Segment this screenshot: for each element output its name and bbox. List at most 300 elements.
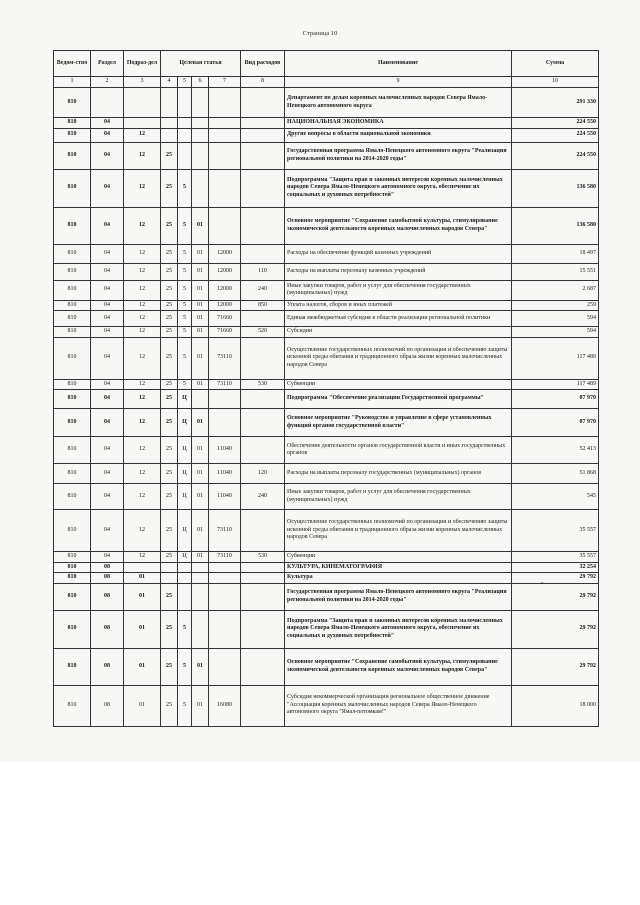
name-cell: Обеспечение деятельности органов государственной власти и иных государственных органов [285, 437, 512, 464]
name-cell: Культура [285, 573, 512, 584]
col-header-razdel: Раздел [91, 51, 124, 77]
code-cell: 5 [178, 610, 192, 648]
code-cell [241, 88, 285, 118]
code-cell [178, 88, 192, 118]
code-cell: 04 [91, 437, 124, 464]
code-cell: 01 [192, 464, 209, 484]
name-cell: Субвенции [285, 552, 512, 563]
code-cell: 25 [161, 300, 178, 311]
code-cell: 12000 [209, 263, 241, 280]
table-row [54, 573, 599, 584]
sum-cell: 224 550 [512, 142, 599, 169]
code-cell: 12 [124, 464, 161, 484]
code-cell: 25 [161, 207, 178, 244]
code-cell: 12 [124, 337, 161, 379]
name-cell: Основное мероприятие "Сохранение самобытной культуры, стимулирование экономической деятельности коренных малочисленных народов Севера" [285, 207, 512, 244]
code-cell [192, 583, 209, 610]
code-cell [241, 337, 285, 379]
code-cell: Ц [178, 464, 192, 484]
code-cell: 01 [192, 337, 209, 379]
code-cell [241, 207, 285, 244]
code-cell: 810 [54, 552, 91, 563]
code-cell [241, 244, 285, 263]
sum-cell: 52 413 [512, 437, 599, 464]
code-cell: 12 [124, 263, 161, 280]
code-cell: 12 [124, 510, 161, 552]
code-cell: 810 [54, 142, 91, 169]
code-cell: 01 [124, 610, 161, 648]
col-header-vedomstvo: Ведом-ство [54, 51, 91, 77]
code-cell [192, 128, 209, 142]
table-row [54, 437, 599, 464]
code-cell [192, 88, 209, 118]
code-cell: 810 [54, 118, 91, 129]
code-cell: 25 [161, 379, 178, 390]
code-cell: 01 [192, 484, 209, 510]
code-cell: 04 [91, 118, 124, 129]
code-cell [178, 142, 192, 169]
table-body [54, 88, 599, 727]
code-cell: 25 [161, 142, 178, 169]
code-cell: 25 [161, 648, 178, 685]
code-cell: 12 [124, 409, 161, 437]
table-row [54, 583, 599, 610]
code-cell: 25 [161, 263, 178, 280]
code-cell: 01 [192, 207, 209, 244]
code-cell: 08 [91, 685, 124, 726]
code-cell: 12 [124, 169, 161, 207]
code-cell: 01 [192, 311, 209, 327]
code-cell: 01 [124, 685, 161, 726]
code-cell: 12 [124, 552, 161, 563]
code-cell [161, 128, 178, 142]
sum-cell: 224 550 [512, 118, 599, 129]
code-cell: 11040 [209, 464, 241, 484]
code-cell: 08 [91, 562, 124, 573]
code-cell: 25 [161, 327, 178, 338]
code-cell: 12 [124, 390, 161, 409]
code-cell [178, 118, 192, 129]
table-row [54, 280, 599, 300]
code-cell: 08 [91, 648, 124, 685]
code-cell: 04 [91, 207, 124, 244]
code-cell: 04 [91, 552, 124, 563]
name-cell: Основное мероприятие "Сохранение самобытной культуры, стимулирование экономической деятельности коренных малочисленных народов Севера" [285, 648, 512, 685]
name-cell: Расходы на выплаты персоналу государственных (муниципальных) органов [285, 464, 512, 484]
code-cell: 5 [178, 327, 192, 338]
table-row [54, 118, 599, 129]
name-cell: Расходы на выплаты персоналу казенных учреждений [285, 263, 512, 280]
code-cell: 110 [241, 263, 285, 280]
pen-mark: • [541, 581, 544, 587]
code-cell: 12000 [209, 300, 241, 311]
code-cell [192, 142, 209, 169]
name-cell: Иные закупки товаров, работ и услуг для обеспечения государственных (муниципальных) нужд [285, 484, 512, 510]
column-number: 6 [192, 77, 209, 88]
col-header-celevaya: Целевая статья [161, 51, 241, 77]
col-header-vid: Вид расходов [241, 51, 285, 77]
table-row [54, 510, 599, 552]
code-cell: 73110 [209, 552, 241, 563]
code-cell [241, 573, 285, 584]
name-cell: Осуществление государственных полномочий по организации и обеспечению защиты исконной среды обитания и традиционного образа жизни коренных малочисленных народов Севера [285, 337, 512, 379]
name-cell: Подпрограмма "Защита прав и законных интересов коренных малочисленных народов Севера Ямало-Ненецкого автономного округа, обеспечение их социальных и духовных потребностей" [285, 169, 512, 207]
code-cell [161, 118, 178, 129]
code-cell: 25 [161, 552, 178, 563]
code-cell: Ц [178, 390, 192, 409]
name-cell: Подпрограмма "Обеспечение реализации Государственной программы" [285, 390, 512, 409]
code-cell: 04 [91, 390, 124, 409]
code-cell: 01 [192, 685, 209, 726]
code-cell: 25 [161, 311, 178, 327]
sum-cell: 35 557 [512, 510, 599, 552]
code-cell: 04 [91, 280, 124, 300]
name-cell: КУЛЬТУРА, КИНЕМАТОГРАФИЯ [285, 562, 512, 573]
code-cell: 810 [54, 583, 91, 610]
code-cell [209, 562, 241, 573]
col-header-name: Наименование [285, 51, 512, 77]
sum-cell: 545 [512, 484, 599, 510]
code-cell [209, 573, 241, 584]
code-cell: Ц [178, 552, 192, 563]
sum-cell: 87 970 [512, 390, 599, 409]
code-cell [178, 128, 192, 142]
column-number: 4 [161, 77, 178, 88]
sum-cell: 32 254 [512, 562, 599, 573]
code-cell [178, 573, 192, 584]
code-cell [241, 128, 285, 142]
code-cell: 12000 [209, 244, 241, 263]
code-cell: 04 [91, 263, 124, 280]
table-row [54, 263, 599, 280]
code-cell: 12 [124, 128, 161, 142]
column-number: 1 [54, 77, 91, 88]
code-cell: 520 [241, 327, 285, 338]
code-cell: Ц [178, 510, 192, 552]
page-header: Страница 10 [302, 30, 338, 37]
table-row [54, 337, 599, 379]
code-cell: 25 [161, 280, 178, 300]
code-cell: 810 [54, 510, 91, 552]
code-cell [192, 118, 209, 129]
code-cell: 240 [241, 280, 285, 300]
code-cell: 71660 [209, 311, 241, 327]
table-row [54, 648, 599, 685]
code-cell: 810 [54, 562, 91, 573]
code-cell [241, 118, 285, 129]
table-row [54, 300, 599, 311]
table-row [54, 552, 599, 563]
sum-cell: 18 497 [512, 244, 599, 263]
code-cell: 04 [91, 169, 124, 207]
code-cell: 810 [54, 128, 91, 142]
code-cell: 810 [54, 263, 91, 280]
code-cell: 810 [54, 409, 91, 437]
sum-cell: 29 792 [512, 648, 599, 685]
code-cell: 01 [192, 327, 209, 338]
code-cell: 01 [192, 300, 209, 311]
column-number: 7 [209, 77, 241, 88]
code-cell: 04 [91, 379, 124, 390]
code-cell: 01 [192, 648, 209, 685]
table-row [54, 610, 599, 648]
code-cell: 810 [54, 337, 91, 379]
col-header-podrazdel: Подраз-дел [124, 51, 161, 77]
name-cell: Расходы на обеспечение функций казенных учреждений [285, 244, 512, 263]
code-cell: 810 [54, 327, 91, 338]
code-cell: 25 [161, 169, 178, 207]
code-cell: 01 [192, 263, 209, 280]
code-cell: 04 [91, 142, 124, 169]
code-cell [178, 562, 192, 573]
code-cell [241, 142, 285, 169]
sum-cell: 2 687 [512, 280, 599, 300]
code-cell: 25 [161, 610, 178, 648]
code-cell: 01 [124, 583, 161, 610]
sum-cell: 136 580 [512, 207, 599, 244]
code-cell: 530 [241, 379, 285, 390]
table-row [54, 390, 599, 409]
code-cell: 530 [241, 552, 285, 563]
table-row [54, 311, 599, 327]
code-cell [124, 88, 161, 118]
code-cell [241, 437, 285, 464]
code-cell: 08 [91, 573, 124, 584]
sum-cell: 117 489 [512, 337, 599, 379]
name-cell: Государственная программа Ямало-Ненецкого автономного округа "Реализация региональной политики на 2014-2020 годы" [285, 583, 512, 610]
column-number: 8 [241, 77, 285, 88]
code-cell: 01 [192, 379, 209, 390]
code-cell: 12 [124, 484, 161, 510]
code-cell: 73110 [209, 510, 241, 552]
code-cell: 5 [178, 207, 192, 244]
table-row [54, 409, 599, 437]
code-cell: 25 [161, 583, 178, 610]
code-cell: 01 [192, 244, 209, 263]
code-cell [241, 169, 285, 207]
sum-cell: 15 551 [512, 263, 599, 280]
code-cell: 810 [54, 648, 91, 685]
code-cell: 12 [124, 300, 161, 311]
column-number: 5 [178, 77, 192, 88]
code-cell: Ц [178, 409, 192, 437]
table-row [54, 142, 599, 169]
table-row [54, 685, 599, 726]
code-cell [91, 88, 124, 118]
code-cell [161, 573, 178, 584]
code-cell [241, 685, 285, 726]
column-numbers-row [54, 77, 599, 88]
code-cell [209, 409, 241, 437]
column-number: 10 [512, 77, 599, 88]
code-cell: 810 [54, 484, 91, 510]
name-cell: Уплата налогов, сборов и иных платежей [285, 300, 512, 311]
code-cell [209, 390, 241, 409]
name-cell: Другие вопросы в области национальной экономики [285, 128, 512, 142]
code-cell [124, 562, 161, 573]
code-cell: 04 [91, 337, 124, 379]
code-cell: 08 [91, 610, 124, 648]
code-cell: 810 [54, 300, 91, 311]
code-cell: 08 [91, 583, 124, 610]
code-cell [209, 169, 241, 207]
code-cell [241, 409, 285, 437]
code-cell: 5 [178, 311, 192, 327]
code-cell: 01 [124, 573, 161, 584]
code-cell: 810 [54, 169, 91, 207]
code-cell [209, 128, 241, 142]
code-cell: 04 [91, 311, 124, 327]
code-cell: 5 [178, 169, 192, 207]
code-cell: 25 [161, 685, 178, 726]
table-row [54, 169, 599, 207]
name-cell: Подпрограмма "Защита прав и законных интересов коренных малочисленных народов Севера Ямало-Ненецкого автономного округа, обеспечение их социальных и духовных потребностей" [285, 610, 512, 648]
column-number: 2 [91, 77, 124, 88]
code-cell: 73110 [209, 379, 241, 390]
code-cell: 5 [178, 244, 192, 263]
code-cell: 810 [54, 311, 91, 327]
code-cell: 25 [161, 510, 178, 552]
sum-cell: 291 330 [512, 88, 599, 118]
name-cell: НАЦИОНАЛЬНАЯ ЭКОНОМИКА [285, 118, 512, 129]
sum-cell: 224 550 [512, 128, 599, 142]
sum-cell: 594 [512, 311, 599, 327]
sum-cell: 51 868 [512, 464, 599, 484]
code-cell: 5 [178, 379, 192, 390]
code-cell: 25 [161, 244, 178, 263]
table-row [54, 207, 599, 244]
sum-cell: 29 792 [512, 573, 599, 584]
budget-table [53, 50, 599, 727]
code-cell: 04 [91, 484, 124, 510]
code-cell: 5 [178, 280, 192, 300]
code-cell: 04 [91, 510, 124, 552]
sum-cell: 594 [512, 327, 599, 338]
code-cell: 810 [54, 280, 91, 300]
code-cell [241, 583, 285, 610]
code-cell [241, 390, 285, 409]
code-cell: 71660 [209, 327, 241, 338]
code-cell: 25 [161, 464, 178, 484]
code-cell [241, 562, 285, 573]
code-cell: 810 [54, 244, 91, 263]
code-cell: 5 [178, 648, 192, 685]
code-cell: 25 [161, 484, 178, 510]
code-cell [209, 142, 241, 169]
code-cell: Ц [178, 484, 192, 510]
code-cell: 12 [124, 327, 161, 338]
code-cell [161, 562, 178, 573]
code-cell: 12 [124, 244, 161, 263]
code-cell: 11040 [209, 437, 241, 464]
code-cell: 810 [54, 573, 91, 584]
code-cell: 01 [192, 552, 209, 563]
code-cell [124, 118, 161, 129]
code-cell: Ц [178, 437, 192, 464]
code-cell: 25 [161, 437, 178, 464]
code-cell [178, 583, 192, 610]
name-cell: Иные закупки товаров, работ и услуг для обеспечения государственных (муниципальных) нужд [285, 280, 512, 300]
code-cell [241, 610, 285, 648]
name-cell: Единая межбюджетная субсидия в области реализации региональной политики [285, 311, 512, 327]
code-cell: 810 [54, 88, 91, 118]
sum-cell: 136 580 [512, 169, 599, 207]
code-cell: 810 [54, 390, 91, 409]
name-cell: Субсидии [285, 327, 512, 338]
code-cell: 12 [124, 311, 161, 327]
code-cell: 04 [91, 128, 124, 142]
code-cell: 810 [54, 610, 91, 648]
code-cell: 12000 [209, 280, 241, 300]
code-cell: 850 [241, 300, 285, 311]
code-cell: 01 [192, 437, 209, 464]
code-cell: 240 [241, 484, 285, 510]
code-cell: 04 [91, 409, 124, 437]
code-cell: 04 [91, 464, 124, 484]
code-cell: 01 [192, 280, 209, 300]
sum-cell: 259 [512, 300, 599, 311]
code-cell: 12 [124, 280, 161, 300]
code-cell: 120 [241, 464, 285, 484]
code-cell: 810 [54, 685, 91, 726]
code-cell [209, 648, 241, 685]
table-row [54, 244, 599, 263]
code-cell: 12 [124, 437, 161, 464]
code-cell: 810 [54, 379, 91, 390]
code-cell: 25 [161, 390, 178, 409]
code-cell: 25 [161, 409, 178, 437]
code-cell [192, 573, 209, 584]
code-cell: 5 [178, 263, 192, 280]
table-row [54, 128, 599, 142]
sum-cell: 87 970 [512, 409, 599, 437]
sum-cell: 117 489 [512, 379, 599, 390]
table-row [54, 464, 599, 484]
name-cell: Основное мероприятие "Руководство и управление в сфере установленных функций органов государственной власти" [285, 409, 512, 437]
code-cell: 11040 [209, 484, 241, 510]
column-number: 9 [285, 77, 512, 88]
table-row [54, 484, 599, 510]
code-cell: 04 [91, 300, 124, 311]
sum-cell: 29 792 [512, 583, 599, 610]
code-cell [192, 169, 209, 207]
sum-cell: 29 792 [512, 610, 599, 648]
name-cell: Государственная программа Ямало-Ненецкого автономного округа "Реализация региональной политики на 2014-2020 годы" [285, 142, 512, 169]
code-cell [241, 311, 285, 327]
code-cell: 810 [54, 437, 91, 464]
code-cell: 5 [178, 685, 192, 726]
code-cell: 01 [124, 648, 161, 685]
code-cell: 12 [124, 142, 161, 169]
code-cell [241, 648, 285, 685]
code-cell [161, 88, 178, 118]
code-cell: 12 [124, 207, 161, 244]
code-cell: 810 [54, 207, 91, 244]
name-cell: Субсидия некоммерческой организации региональное общественное движение "Ассоциация коренных малочисленных народов Севера Ямало-Ненецкого автономного округа "Ямал-потомкам!" [285, 685, 512, 726]
code-cell: 810 [54, 464, 91, 484]
sum-cell: 35 557 [512, 552, 599, 563]
code-cell: 01 [192, 409, 209, 437]
table-row [54, 562, 599, 573]
code-cell [209, 610, 241, 648]
code-cell [209, 207, 241, 244]
column-number: 3 [124, 77, 161, 88]
code-cell [209, 88, 241, 118]
code-cell: 5 [178, 337, 192, 379]
table-row [54, 88, 599, 118]
sum-cell: 18 000 [512, 685, 599, 726]
code-cell [241, 510, 285, 552]
